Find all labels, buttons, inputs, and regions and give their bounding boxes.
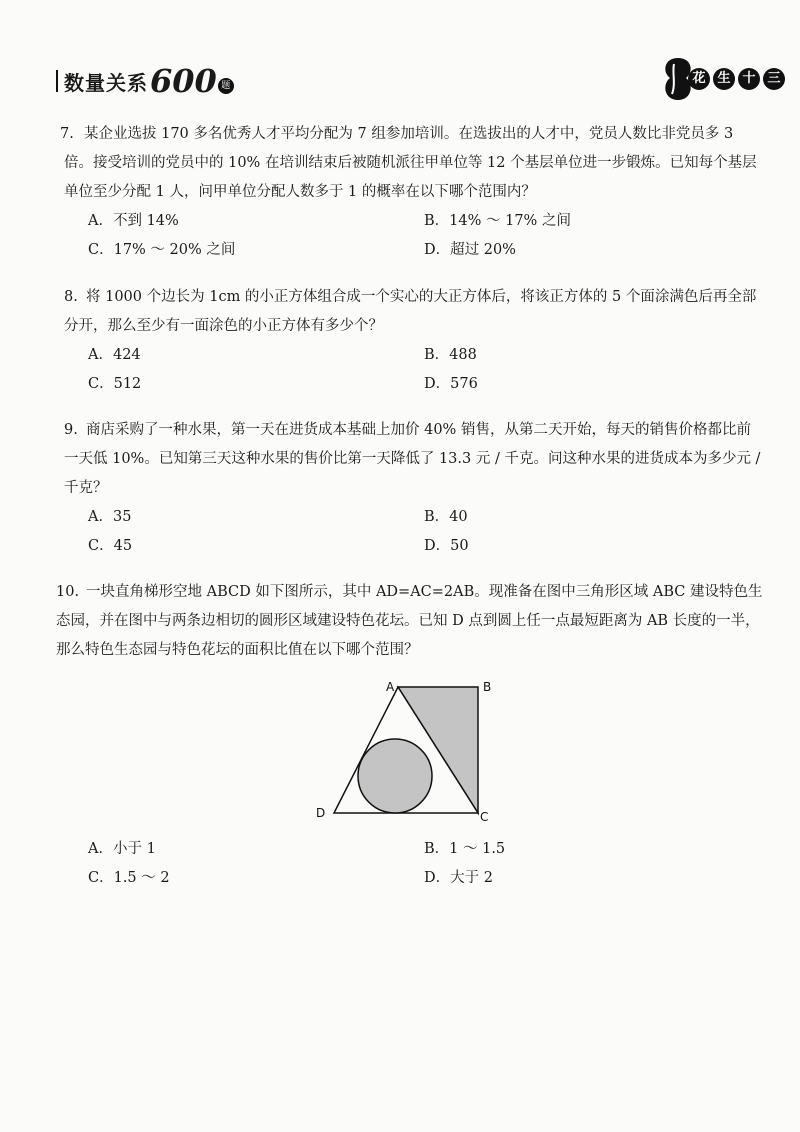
option-d[interactable]: D．大于 2 xyxy=(424,870,493,886)
option-a[interactable]: A．不到 14% xyxy=(88,213,179,229)
option-c[interactable]: C．1.5 ～ 2 xyxy=(88,870,170,886)
question-number: 10. xyxy=(56,584,80,600)
option-d[interactable]: D．576 xyxy=(424,376,478,392)
option-c[interactable]: C．45 xyxy=(88,538,133,554)
options xyxy=(88,341,764,399)
option-a[interactable]: A．35 xyxy=(88,509,132,525)
brand-char: 生 xyxy=(713,68,735,90)
options xyxy=(88,207,764,265)
option-d[interactable]: D．超过 20% xyxy=(424,242,516,258)
options xyxy=(88,837,688,897)
question-text: 将 1000 个边长为 1cm 的小正方体组合成一个实心的大正方体后，将该正方体的 5 个面涂满色后再全部分开，那么至少有一面涂色的小正方体有多少个？ xyxy=(64,289,757,334)
option-b[interactable]: B．40 xyxy=(424,509,468,525)
option-a[interactable]: A．小于 1 xyxy=(88,841,156,857)
question-10 xyxy=(56,578,764,665)
question-number: 8. xyxy=(64,289,78,305)
label-d: D xyxy=(316,806,326,820)
option-b[interactable]: B．1 ～ 1.5 xyxy=(424,841,506,857)
question-number: 9. xyxy=(64,422,78,438)
option-b[interactable]: B．14% ～ 17% 之间 xyxy=(424,213,571,229)
question-text: 某企业选拔 170 多名优秀人才平均分配为 7 组参加培训。在选拔出的人才中，党员人数比非党员多 3 倍。接受培训的党员中的 10% 在培训结束后被随机派往甲单位等 12 个基层单位进一步锻炼。已知每个基层单位至少分配 1 人，问甲单位分配人数多于 1 的概率在以下哪个范围内？ xyxy=(64,126,757,200)
question-9 xyxy=(64,416,764,561)
flower-bed-circle xyxy=(358,739,432,813)
label-a: A xyxy=(386,680,395,694)
option-c[interactable]: C．17% ～ 20% 之间 xyxy=(88,242,236,258)
brand-logo xyxy=(658,54,781,102)
book-title xyxy=(56,62,234,100)
question-number: 7. xyxy=(60,126,74,142)
label-b: B xyxy=(483,680,492,694)
question-7 xyxy=(60,120,764,265)
trapezoid-figure xyxy=(310,677,500,823)
brand-char: 花 xyxy=(688,68,710,90)
trapezoid-diagram xyxy=(310,677,500,823)
option-b[interactable]: B．488 xyxy=(424,347,477,363)
options xyxy=(88,503,764,561)
brand-char: 十 xyxy=(738,68,760,90)
book-title-number: 600 xyxy=(150,62,217,100)
option-d[interactable]: D．50 xyxy=(424,538,469,554)
book-title-text: 数量关系 xyxy=(64,71,148,95)
book-title-suffix: 题 xyxy=(218,78,234,94)
option-a[interactable]: A．424 xyxy=(88,347,141,363)
question-text: 商店采购了一种水果，第一天在进货成本基础上加价 40% 销售，从第二天开始，每天的销售价格都比前一天低 10%。已知第三天这种水果的售价比第一天降低了 13.3 元 / 千克。问这种水果的进货成本为多少元 / 千克？ xyxy=(64,422,761,496)
question-8 xyxy=(64,283,764,399)
page-header xyxy=(56,62,781,106)
title-divider xyxy=(56,70,58,92)
label-c: C xyxy=(480,810,489,823)
question-text: 一块直角梯形空地 ABCD 如下图所示，其中 AD=AC=2AB。现准备在图中三角形区域 ABC 建设特色生态园，并在图中与两条边相切的圆形区域建设特色花坛。已知 D 点到圆上任一点最短距离为 AB 长度的一半，那么特色生态园与特色花坛的面积比值在以下哪个范围？ xyxy=(56,584,763,658)
option-c[interactable]: C．512 xyxy=(88,376,142,392)
brand-char: 三 xyxy=(763,68,785,90)
